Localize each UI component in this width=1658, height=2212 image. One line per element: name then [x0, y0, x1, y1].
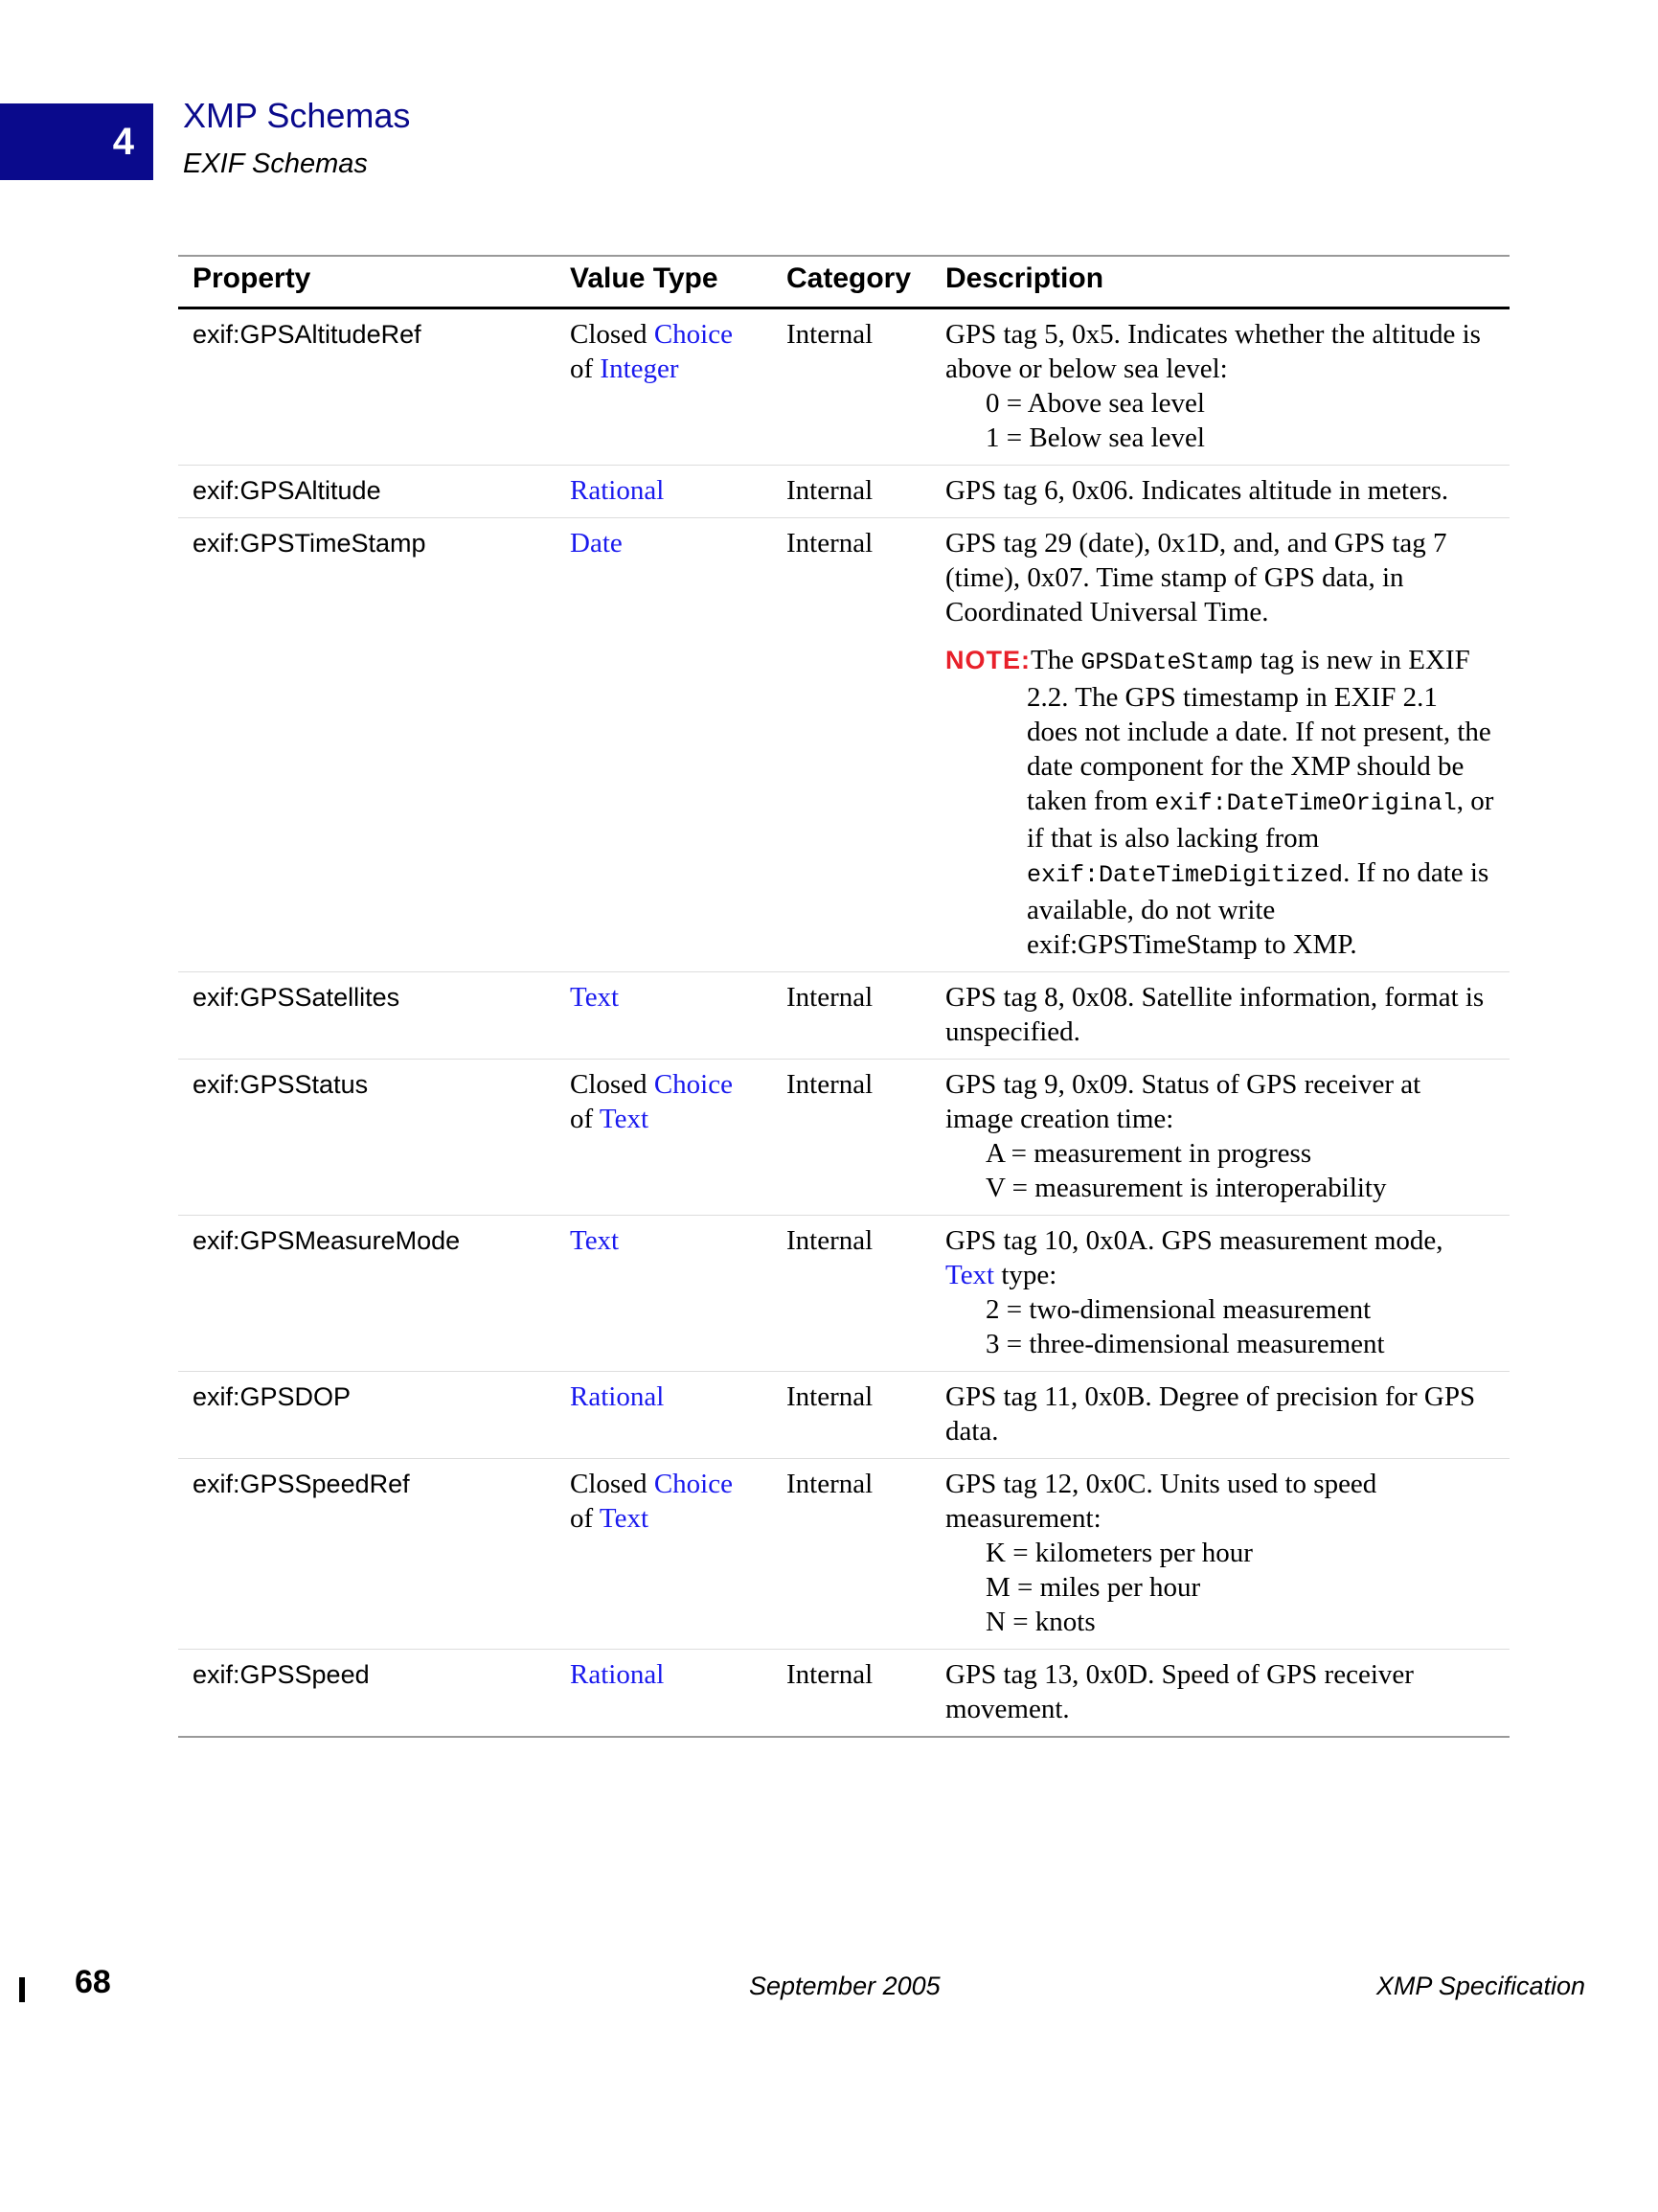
- description-link[interactable]: Text: [945, 1260, 995, 1290]
- value-type-link[interactable]: Text: [570, 982, 620, 1013]
- table-row: [178, 1650, 1510, 1738]
- value-type-text: Closed: [570, 1469, 654, 1499]
- description: GPS tag 13, 0x0D. Speed of GPS receiver movement.: [931, 1650, 1510, 1738]
- category: Internal: [772, 1459, 931, 1650]
- footer-date: September 2005: [749, 1972, 941, 2000]
- property-name: exif:GPSTimeStamp: [178, 518, 556, 972]
- category: Internal: [772, 466, 931, 518]
- note-label: NOTE:: [945, 646, 1031, 674]
- description-text: [945, 1223, 1495, 1292]
- value-option: M = miles per hour: [986, 1572, 1201, 1603]
- section-title: EXIF Schemas: [183, 148, 368, 179]
- value-type-link[interactable]: Choice: [653, 1069, 733, 1100]
- note-text: . If no date is available, do not write exif:GPSTimeStamp to XMP.: [1027, 857, 1489, 960]
- category: Internal: [772, 518, 931, 972]
- chapter-number-tab: 4: [0, 103, 153, 180]
- property-name: exif:GPSSpeed: [178, 1650, 556, 1738]
- table-row: [178, 518, 1510, 972]
- property-name: exif:GPSSpeedRef: [178, 1459, 556, 1650]
- property-table: [178, 255, 1510, 1738]
- value-type-text: Closed: [570, 319, 654, 350]
- footer-document-title: XMP Specification: [1375, 1972, 1585, 2000]
- description-text-part: type:: [994, 1260, 1057, 1290]
- page-number: 68: [75, 1964, 111, 2000]
- value-type-link[interactable]: Integer: [600, 353, 679, 384]
- value-type-link[interactable]: Text: [599, 1104, 649, 1134]
- note-first-line: [945, 643, 1495, 680]
- value-type-link[interactable]: Text: [599, 1503, 649, 1534]
- value-type-link[interactable]: Choice: [653, 1469, 733, 1499]
- note-text: The: [1031, 645, 1081, 675]
- note-text: tag is new in EXIF: [1253, 645, 1470, 675]
- category: Internal: [772, 1372, 931, 1459]
- value-type: [556, 972, 772, 1060]
- table-row: [178, 1372, 1510, 1459]
- description-text: GPS tag 5, 0x5. Indicates whether the altitude is above or below sea level:: [945, 319, 1481, 384]
- value-type-link[interactable]: Rational: [570, 1659, 665, 1690]
- value-type-link[interactable]: Rational: [570, 1381, 665, 1412]
- value-option: V = measurement is interoperability: [986, 1173, 1387, 1203]
- note-text: , or if that is also lacking from: [1027, 786, 1494, 854]
- category: Internal: [772, 308, 931, 466]
- table-row: [178, 972, 1510, 1060]
- value-type-text: of: [570, 353, 601, 384]
- note-body: [945, 680, 1495, 962]
- property-name: exif:GPSAltitudeRef: [178, 308, 556, 466]
- description: [931, 1459, 1510, 1650]
- value-type-link[interactable]: Choice: [653, 319, 733, 350]
- value-option: K = kilometers per hour: [986, 1538, 1253, 1568]
- value-type-link[interactable]: Text: [570, 1225, 620, 1256]
- value-option: 0 = Above sea level: [986, 388, 1205, 419]
- value-type-link[interactable]: Rational: [570, 475, 665, 506]
- table-row: [178, 1216, 1510, 1372]
- value-option: 2 = two-dimensional measurement: [986, 1294, 1372, 1325]
- chapter-title: XMP Schemas: [183, 96, 411, 135]
- table-row: [178, 1459, 1510, 1650]
- property-name: exif:GPSDOP: [178, 1372, 556, 1459]
- value-type: [556, 1372, 772, 1459]
- table-row: [178, 1060, 1510, 1216]
- description: [931, 1216, 1510, 1372]
- column-header-value-type: Value Type: [556, 256, 772, 308]
- table-header-row: [178, 256, 1510, 308]
- value-type: [556, 518, 772, 972]
- value-type-text: of: [570, 1503, 600, 1534]
- column-header-description: Description: [931, 256, 1510, 308]
- value-option: A = measurement in progress: [986, 1138, 1312, 1169]
- category: Internal: [772, 1060, 931, 1216]
- value-type-text: of: [570, 1104, 600, 1134]
- description: [931, 308, 1510, 466]
- description-text: GPS tag 9, 0x09. Status of GPS receiver at image creation time:: [945, 1069, 1421, 1134]
- value-type: [556, 1650, 772, 1738]
- note-code: GPSDateStamp: [1080, 649, 1254, 676]
- note-code: exif:DateTimeDigitized: [1027, 861, 1344, 889]
- value-option: 1 = Below sea level: [986, 422, 1205, 453]
- value-type: [556, 1216, 772, 1372]
- value-option: N = knots: [986, 1607, 1096, 1637]
- value-type-link[interactable]: Date: [570, 528, 623, 559]
- property-name: exif:GPSAltitude: [178, 466, 556, 518]
- description: GPS tag 11, 0x0B. Degree of precision for GPS data.: [931, 1372, 1510, 1459]
- description: [931, 518, 1510, 972]
- value-type-text: Closed: [570, 1069, 654, 1100]
- description-text: GPS tag 29 (date), 0x1D, and, and GPS tag 7 (time), 0x07. Time stamp of GPS data, in Coordinated Universal Time.: [945, 528, 1447, 627]
- value-type: [556, 308, 772, 466]
- value-type: [556, 466, 772, 518]
- value-type: [556, 1459, 772, 1650]
- table-row: [178, 308, 1510, 466]
- description: [931, 1060, 1510, 1216]
- value-type: [556, 1060, 772, 1216]
- property-name: exif:GPSSatellites: [178, 972, 556, 1060]
- value-option: 3 = three-dimensional measurement: [986, 1329, 1385, 1359]
- table-row: [178, 466, 1510, 518]
- category: Internal: [772, 1650, 931, 1738]
- note-block: [945, 643, 1495, 962]
- description-text-part: GPS tag 10, 0x0A. GPS measurement mode,: [945, 1225, 1443, 1256]
- column-header-property: Property: [178, 256, 556, 308]
- property-name: exif:GPSStatus: [178, 1060, 556, 1216]
- category: Internal: [772, 972, 931, 1060]
- note-code: exif:DateTimeOriginal: [1154, 789, 1457, 817]
- description: GPS tag 6, 0x06. Indicates altitude in meters.: [931, 466, 1510, 518]
- change-bar: [19, 1977, 25, 2002]
- column-header-category: Category: [772, 256, 931, 308]
- category: Internal: [772, 1216, 931, 1372]
- description-text: GPS tag 12, 0x0C. Units used to speed measurement:: [945, 1469, 1377, 1534]
- property-name: exif:GPSMeasureMode: [178, 1216, 556, 1372]
- note-text: 2.2. The GPS timestamp in EXIF 2.1 does not include a date. If not present, the date component for the XMP should be taken from: [1027, 682, 1491, 816]
- description: GPS tag 8, 0x08. Satellite information, format is unspecified.: [931, 972, 1510, 1060]
